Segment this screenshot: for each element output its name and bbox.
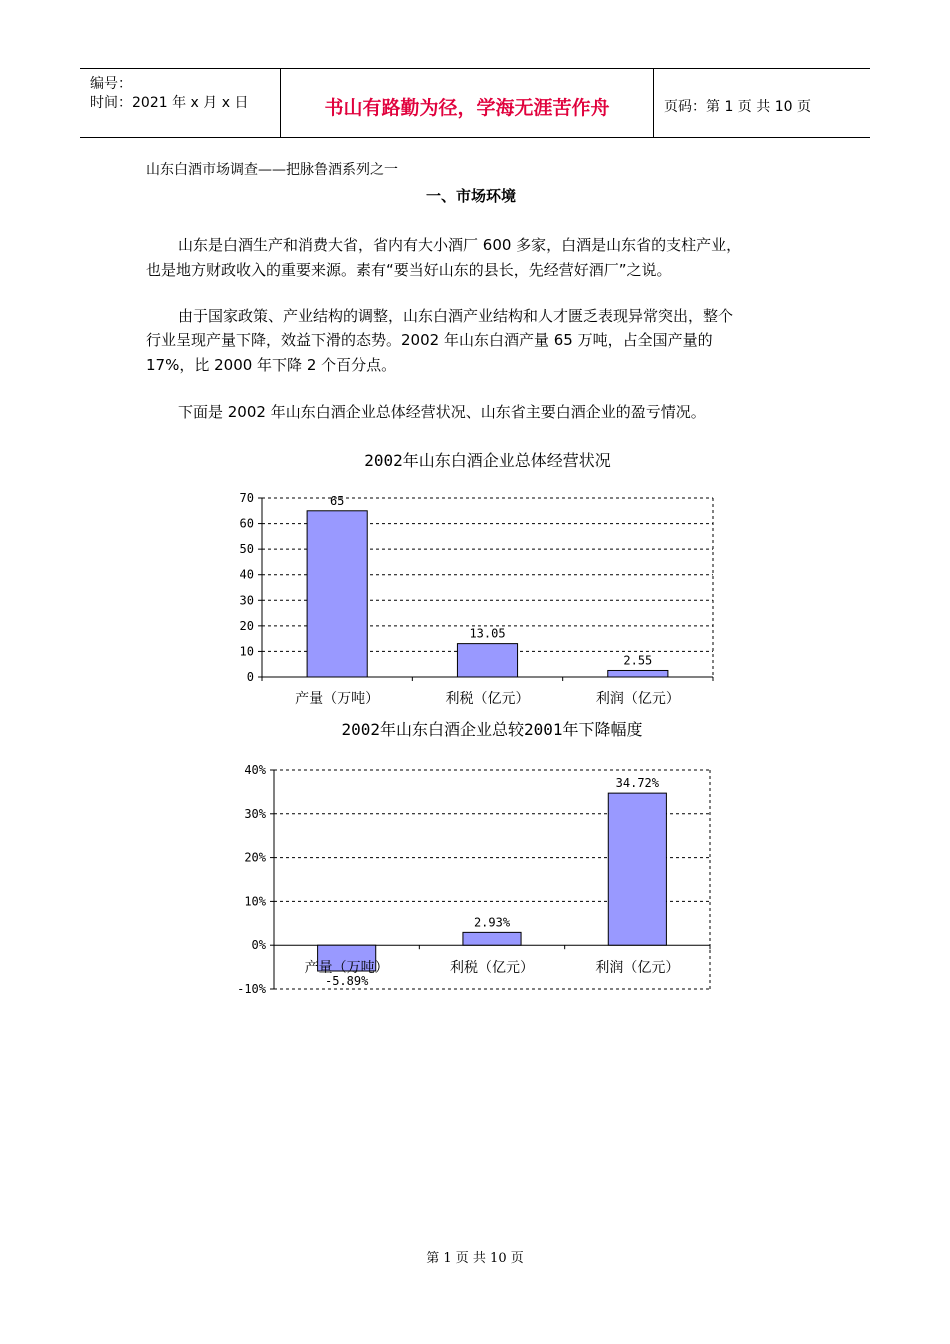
y-tick-label: 30 (239, 593, 254, 608)
paragraph-1-line-1: 山东是白酒生产和消费大省，省内有大小酒厂 600 多家，白酒是山东省的支柱产业， (178, 236, 742, 254)
time-label: 时间：2021 年 x 月 x 日 (90, 95, 249, 111)
chart-title: 2002年山东白酒企业总较2001年下降幅度 (341, 720, 643, 739)
paragraph-1-line-2: 也是地方财政收入的重要来源。素有“要当好山东的县长，先经营好酒厂”之说。 (146, 261, 672, 279)
chart-operating-status (240, 451, 713, 707)
y-tick-label: 0% (251, 938, 266, 953)
y-tick-label: 70 (239, 491, 254, 505)
y-tick-label: 0 (246, 670, 254, 684)
bar (307, 511, 367, 677)
paragraph-2-line-3: 17%，比 2000 年下降 2 个百分点。 (146, 356, 397, 374)
bar (608, 793, 666, 945)
paragraph-2-line-1: 由于国家政策、产业结构的调整，山东白酒产业结构和人才匮乏表现异常突出，整个 (178, 307, 734, 325)
data-label: 13.05 (469, 626, 506, 641)
category-label: 产量（万吨） (304, 960, 389, 976)
category-label: 利润（亿元） (595, 960, 680, 976)
y-tick-label: 40% (244, 763, 266, 777)
data-label: 2.55 (623, 653, 653, 668)
page-footer: 第 1 页 共 10 页 (426, 1251, 524, 1266)
bar (457, 644, 517, 677)
doc-subtitle: 山东白酒市场调查——把脉鲁酒系列之一 (146, 162, 398, 178)
y-tick-label: 10 (239, 644, 254, 659)
y-tick-label: -10% (237, 982, 266, 996)
page-info: 页码：第 1 页 共 10 页 (664, 99, 811, 115)
y-tick-label: 40 (239, 567, 254, 582)
data-label: 65 (329, 493, 345, 508)
category-label: 利税（亿元） (450, 960, 534, 976)
data-label: -5.89% (324, 973, 369, 988)
bar (608, 670, 668, 677)
data-label: 34.72% (615, 776, 660, 791)
y-tick-label: 20% (244, 850, 266, 865)
motto: 书山有路勤为径，学海无涯苦作舟 (324, 97, 610, 119)
category-label: 产量（万吨） (295, 691, 380, 707)
section-heading: 一、市场环境 (426, 187, 517, 205)
category-label: 利税（亿元） (445, 691, 530, 707)
category-label: 利润（亿元） (595, 691, 680, 707)
chart-title: 2002年山东白酒企业总体经营状况 (364, 451, 611, 470)
y-tick-label: 50 (239, 542, 254, 557)
paragraph-3-line-1: 下面是 2002 年山东白酒企业总体经营状况、山东省主要白酒企业的盈亏情况。 (178, 403, 706, 421)
paragraph-2-line-2: 行业呈现产量下降，效益下滑的态势。2002 年山东白酒产量 65 万吨，占全国产量的 (146, 331, 713, 349)
y-tick-label: 10% (244, 894, 266, 909)
y-tick-label: 30% (244, 806, 266, 821)
data-label: 2.93% (473, 915, 511, 930)
y-tick-label: 20 (239, 618, 254, 633)
number-label: 编号： (90, 76, 132, 92)
bar (463, 932, 521, 945)
y-tick-label: 60 (239, 516, 254, 531)
chart-decline-rate (237, 720, 710, 996)
